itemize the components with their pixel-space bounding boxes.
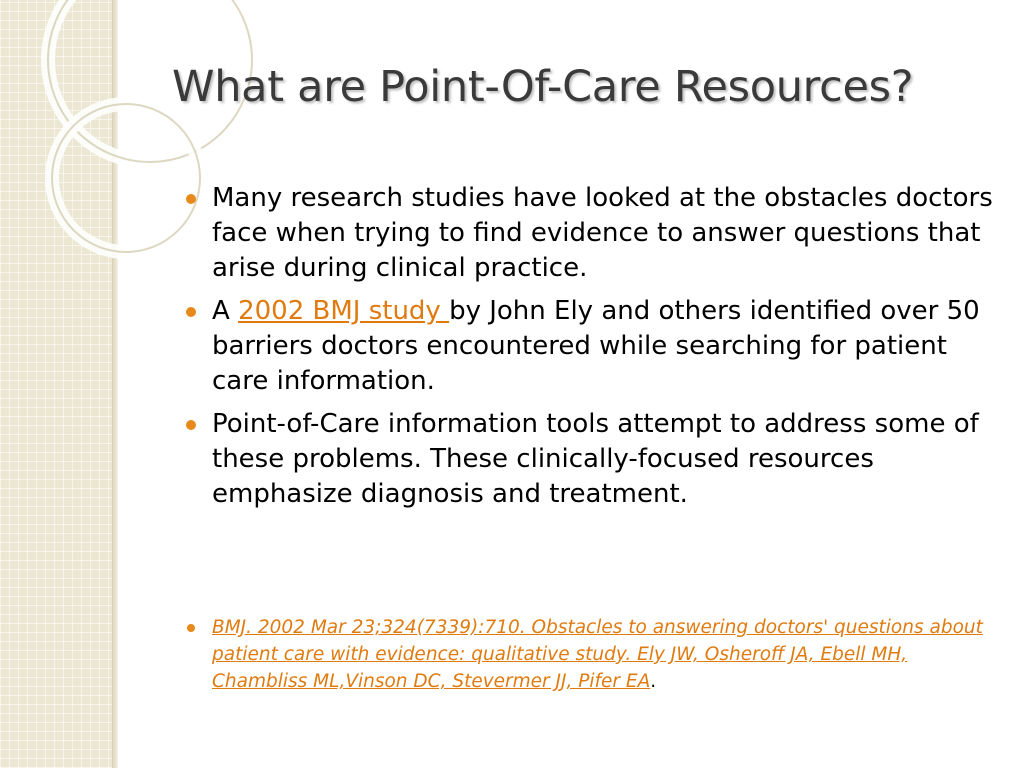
bullet-text: Many research studies have looked at the obstacles doctors face when trying to find evidence to answer questions that arise during clinical practice.	[212, 183, 993, 283]
reference-trailing-punctuation: .	[650, 671, 657, 692]
bullet-item-bmj-study	[184, 294, 1004, 399]
bullet-text: Point-of-Care information tools attempt to address some of these problems. These clinically-focused resources emphasize diagnosis and treatment.	[212, 409, 979, 509]
reference-item	[184, 614, 984, 695]
reference-citation-link[interactable]: BMJ. 2002 Mar 23;324(7339):710. Obstacles to answering doctors' questions about patient care with evidence: qualitative study. Ely JW, Osheroff JA, Ebell MH, Chambliss ML,Vinson DC, Stevermer JJ, Pifer EA	[212, 617, 983, 692]
bullet-item-point-of-care-tools	[184, 407, 1004, 512]
decorative-rings-icon	[0, 0, 200, 260]
bullet-list	[184, 181, 1004, 520]
bmj-study-link[interactable]: 2002 BMJ study	[238, 296, 450, 326]
bullet-prefix: A	[212, 296, 239, 326]
bullet-dot-icon	[187, 624, 195, 632]
bullet-text: by John Ely and others identified over 50 barriers doctors encountered while searching for patient care information.	[212, 296, 980, 396]
reference-list	[184, 614, 984, 695]
bullet-item-obstacles	[184, 181, 1004, 286]
bullet-dot-icon	[186, 420, 196, 430]
slide-title: What are Point-Of-Care Resources?	[172, 62, 914, 112]
bullet-dot-icon	[186, 307, 196, 317]
bullet-dot-icon	[186, 194, 196, 204]
